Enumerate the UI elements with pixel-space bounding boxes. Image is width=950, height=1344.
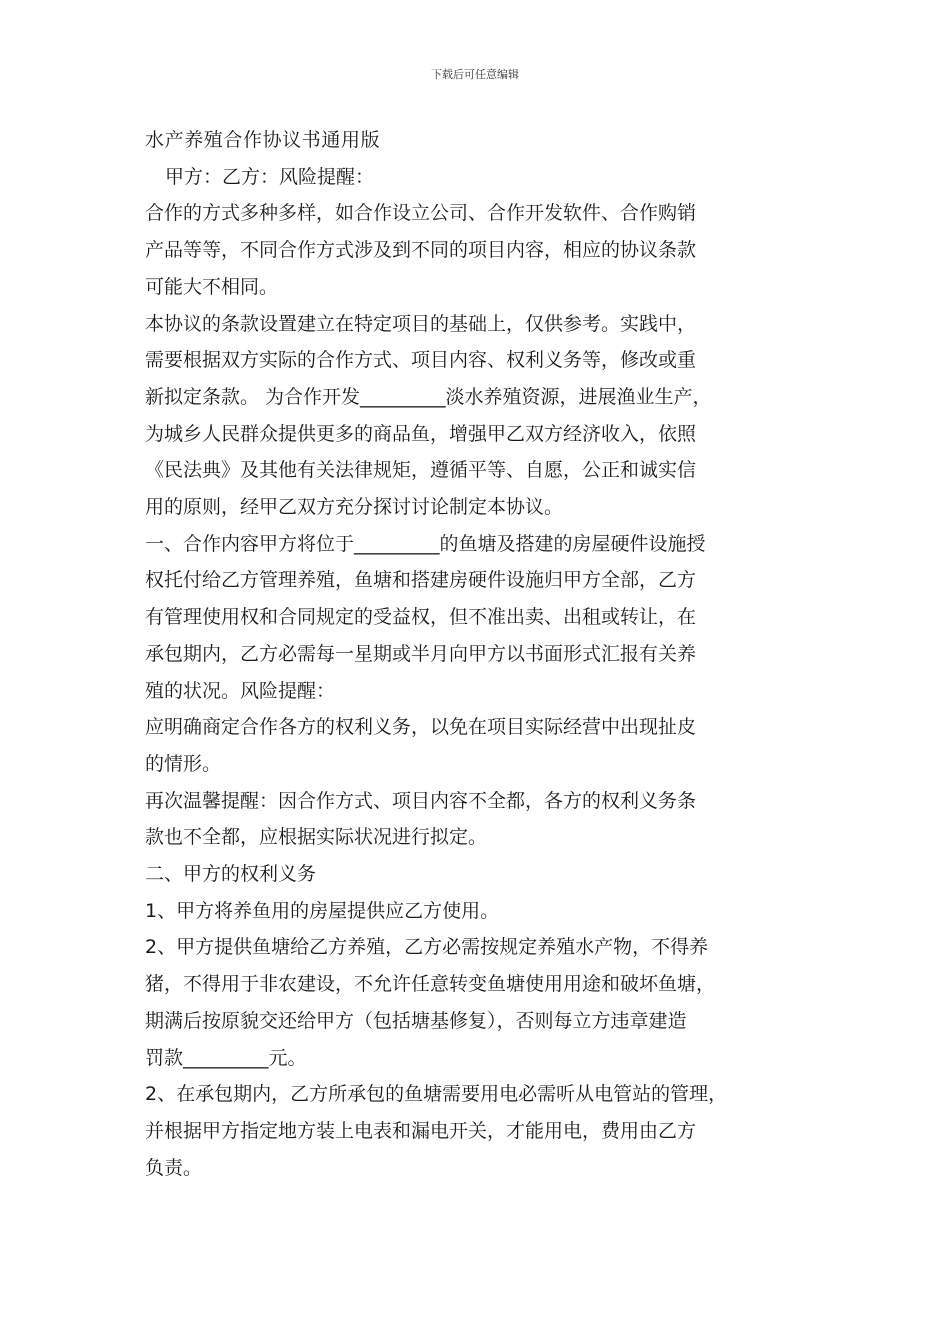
body-line: 用的原则，经甲乙双方充分探讨讨论制定本协议。 <box>145 496 564 519</box>
clause-line: 猪，不得用于非农建设，不允许任意转变鱼塘使用用途和破坏鱼塘， <box>145 973 716 996</box>
body-line: 殖的状况。风险提醒： <box>145 679 336 702</box>
section-heading: 一、合作内容甲方将位于_________的鱼塘及搭建的房屋硬件设施授 <box>145 532 706 555</box>
body-line: 款也不全都，应根据实际状况进行拟定。 <box>145 826 488 849</box>
body-line: 承包期内，乙方必需每一星期或半月向甲方以书面形式汇报有关养 <box>145 642 697 665</box>
page-header-note: 下载后可任意编辑 <box>431 68 519 81</box>
body-line: 有管理使用权和合同规定的受益权，但不准出卖、出租或转让，在 <box>145 606 697 629</box>
document-body <box>145 122 845 1186</box>
body-line: 《民法典》及其他有关法律规矩，遵循平等、自愿，公正和诚实信 <box>145 459 697 482</box>
parties-line: 甲方：乙方：风险提醒： <box>165 165 375 188</box>
clause-line: 2、甲方提供鱼塘给乙方养殖，乙方必需按规定养殖水产物，不得养 <box>145 936 709 959</box>
clause-line: 负责。 <box>145 1156 203 1179</box>
body-line: 本协议的条款设置建立在特定项目的基础上，仅供参考。实践中， <box>145 312 697 335</box>
body-line: 权托付给乙方管理养殖，鱼塘和搭建房硬件设施归甲方全部，乙方 <box>145 569 697 592</box>
section-heading: 二、甲方的权利义务 <box>145 863 317 886</box>
document-title: 水产养殖合作协议书通用版 <box>145 129 381 151</box>
body-line: 应明确商定合作各方的权利义务，以免在项目实际经营中出现扯皮 <box>145 716 697 739</box>
body-line: 再次温馨提醒：因合作方式、项目内容不全都，各方的权利义务条 <box>145 789 697 812</box>
body-line: 合作的方式多种多样，如合作设立公司、合作开发软件、合作购销 <box>145 202 697 225</box>
clause-line: 2、在承包期内，乙方所承包的鱼塘需要用电必需听从电管站的管理， <box>145 1083 728 1106</box>
body-line: 需要根据双方实际的合作方式、项目内容、权利义务等，修改或重 <box>145 349 697 372</box>
body-line: 新拟定条款。 为合作开发_________淡水养殖资源，进展渔业生产， <box>145 385 712 408</box>
body-line: 产品等等，不同合作方式涉及到不同的项目内容，相应的协议条款 <box>145 239 697 262</box>
clause-line: 期满后按原貌交还给甲方（包括塘基修复），否则每立方违章建造 <box>145 1009 687 1032</box>
body-line: 可能大不相同。 <box>145 275 279 298</box>
body-line: 为城乡人民群众提供更多的商品鱼，增强甲乙双方经济收入，依照 <box>145 422 697 445</box>
body-line: 的情形。 <box>145 752 222 775</box>
clause-line: 1、甲方将养鱼用的房屋提供应乙方使用。 <box>145 899 500 922</box>
clause-line: 罚款_________元。 <box>145 1046 307 1069</box>
clause-line: 并根据甲方指定地方装上电表和漏电开关，才能用电，费用由乙方 <box>145 1119 697 1142</box>
